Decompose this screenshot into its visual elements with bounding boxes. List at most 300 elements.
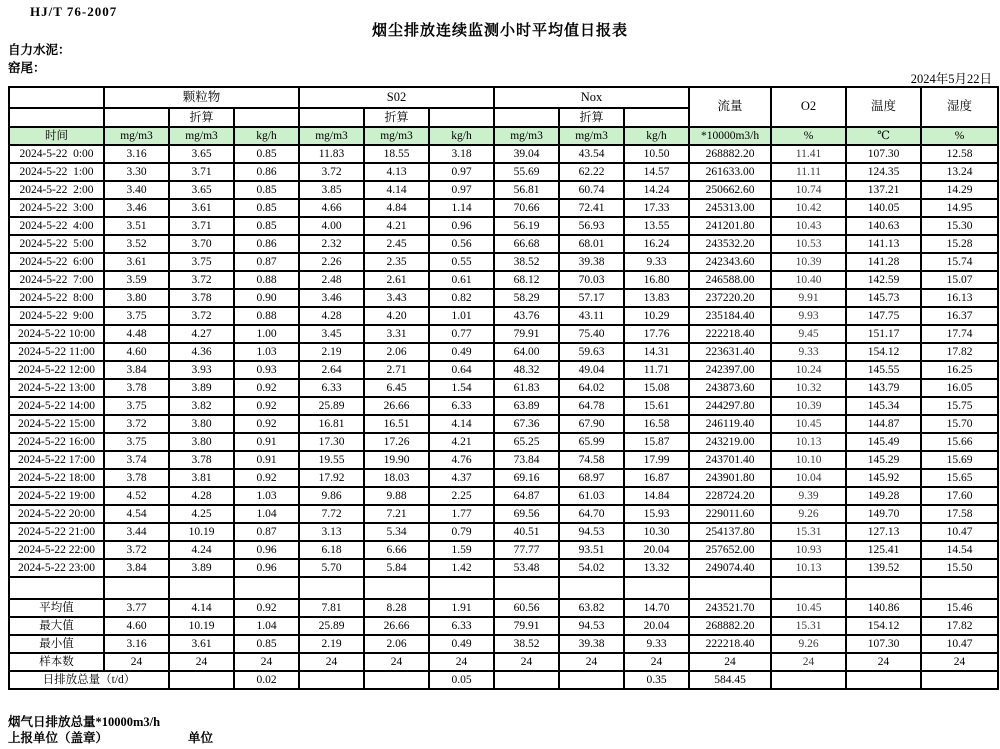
empty-cell <box>494 577 559 599</box>
summary-value-cell: 24 <box>169 653 234 671</box>
value-cell: 0.61 <box>429 271 494 289</box>
unit-cell: kg/h <box>624 127 689 145</box>
summary-value-cell: 2.06 <box>364 635 429 653</box>
value-cell: 64.02 <box>559 379 624 397</box>
col-flow: 流量 <box>689 87 771 127</box>
value-cell: 145.34 <box>846 397 921 415</box>
value-cell: 3.72 <box>169 271 234 289</box>
value-cell: 14.24 <box>624 181 689 199</box>
summary-value-cell: 107.30 <box>846 635 921 653</box>
empty-cell <box>169 577 234 599</box>
summary-value-cell: 24 <box>846 653 921 671</box>
value-cell: 17.26 <box>364 433 429 451</box>
value-cell: 13.83 <box>624 289 689 307</box>
value-cell: 70.03 <box>559 271 624 289</box>
value-cell: 1.14 <box>429 199 494 217</box>
summary-value-cell: 222218.40 <box>689 635 771 653</box>
daily-total-cell <box>299 671 364 689</box>
value-cell: 17.82 <box>921 343 998 361</box>
value-cell: 0.96 <box>234 541 299 559</box>
value-cell: 145.29 <box>846 451 921 469</box>
value-cell: 2.71 <box>364 361 429 379</box>
value-cell: 0.82 <box>429 289 494 307</box>
value-cell: 3.81 <box>169 469 234 487</box>
value-cell: 2.19 <box>299 343 364 361</box>
value-cell: 3.43 <box>364 289 429 307</box>
value-cell: 0.86 <box>234 235 299 253</box>
summary-label: 最小值 <box>9 635 104 653</box>
value-cell: 64.78 <box>559 397 624 415</box>
summary-value-cell: 24 <box>104 653 169 671</box>
value-cell: 15.66 <box>921 433 998 451</box>
summary-row <box>9 635 998 653</box>
value-cell: 10.13 <box>771 433 846 451</box>
value-cell: 154.12 <box>846 343 921 361</box>
value-cell: 66.68 <box>494 235 559 253</box>
value-cell: 0.96 <box>429 217 494 235</box>
value-cell: 3.75 <box>104 397 169 415</box>
corner-cell <box>9 87 104 108</box>
value-cell: 1.42 <box>429 559 494 577</box>
value-cell: 228724.20 <box>689 487 771 505</box>
subheader-cell <box>234 108 299 127</box>
unit-cell: mg/m3 <box>494 127 559 145</box>
value-cell: 243532.20 <box>689 235 771 253</box>
value-cell: 9.86 <box>299 487 364 505</box>
value-cell: 61.83 <box>494 379 559 397</box>
summary-value-cell: 0.49 <box>429 635 494 653</box>
summary-value-cell: 9.26 <box>771 635 846 653</box>
corner-cell-2 <box>9 108 104 127</box>
value-cell: 3.31 <box>364 325 429 343</box>
summary-value-cell: 3.61 <box>169 635 234 653</box>
value-cell: 11.11 <box>771 163 846 181</box>
value-cell: 68.01 <box>559 235 624 253</box>
value-cell: 6.45 <box>364 379 429 397</box>
value-cell: 1.00 <box>234 325 299 343</box>
value-cell: 17.92 <box>299 469 364 487</box>
subheader-cell <box>299 108 364 127</box>
summary-value-cell: 6.33 <box>429 617 494 635</box>
value-cell: 235184.40 <box>689 307 771 325</box>
daily-total-cell: 0.35 <box>624 671 689 689</box>
value-cell: 0.92 <box>234 469 299 487</box>
daily-total-cell: 0.05 <box>429 671 494 689</box>
value-cell: 0.79 <box>429 523 494 541</box>
unit-cell: % <box>771 127 846 145</box>
empty-cell <box>689 577 771 599</box>
time-cell: 2024-5-22 16:00 <box>9 433 104 451</box>
unit-cell: mg/m3 <box>559 127 624 145</box>
value-cell: 15.30 <box>921 217 998 235</box>
summary-value-cell: 15.46 <box>921 599 998 617</box>
value-cell: 3.93 <box>169 361 234 379</box>
value-cell: 64.70 <box>559 505 624 523</box>
value-cell: 15.69 <box>921 451 998 469</box>
time-cell: 2024-5-22 21:00 <box>9 523 104 541</box>
summary-value-cell: 10.19 <box>169 617 234 635</box>
value-cell: 246119.40 <box>689 415 771 433</box>
value-cell: 73.84 <box>494 451 559 469</box>
value-cell: 254137.80 <box>689 523 771 541</box>
summary-value-cell: 39.38 <box>559 635 624 653</box>
data-row <box>9 271 998 289</box>
value-cell: 3.75 <box>104 433 169 451</box>
value-cell: 243901.80 <box>689 469 771 487</box>
value-cell: 0.64 <box>429 361 494 379</box>
value-cell: 141.28 <box>846 253 921 271</box>
subheader-cell <box>429 108 494 127</box>
unit-cell: kg/h <box>234 127 299 145</box>
time-cell: 2024-5-22 6:00 <box>9 253 104 271</box>
value-cell: 229011.60 <box>689 505 771 523</box>
value-cell: 19.90 <box>364 451 429 469</box>
value-cell: 16.37 <box>921 307 998 325</box>
summary-value-cell: 7.81 <box>299 599 364 617</box>
daily-total-row <box>9 671 998 689</box>
value-cell: 3.70 <box>169 235 234 253</box>
value-cell: 257652.00 <box>689 541 771 559</box>
value-cell: 1.03 <box>234 487 299 505</box>
value-cell: 0.85 <box>234 199 299 217</box>
value-cell: 250662.60 <box>689 181 771 199</box>
value-cell: 43.54 <box>559 145 624 163</box>
value-cell: 0.91 <box>234 433 299 451</box>
value-cell: 3.61 <box>104 253 169 271</box>
value-cell: 79.91 <box>494 325 559 343</box>
value-cell: 0.87 <box>234 523 299 541</box>
value-cell: 243701.40 <box>689 451 771 469</box>
value-cell: 4.28 <box>169 487 234 505</box>
unit-label: 单位 <box>188 731 214 745</box>
subheader-cell: 折算 <box>169 108 234 127</box>
value-cell: 10.13 <box>771 559 846 577</box>
summary-value-cell: 140.86 <box>846 599 921 617</box>
data-row <box>9 181 998 199</box>
data-row <box>9 559 998 577</box>
group-particulate: 颗粒物 <box>104 87 299 108</box>
value-cell: 149.28 <box>846 487 921 505</box>
value-cell: 4.54 <box>104 505 169 523</box>
data-row <box>9 289 998 307</box>
value-cell: 14.57 <box>624 163 689 181</box>
unit-cell: *10000m3/h <box>689 127 771 145</box>
summary-label: 平均值 <box>9 599 104 617</box>
value-cell: 9.45 <box>771 325 846 343</box>
value-cell: 3.45 <box>299 325 364 343</box>
data-row <box>9 451 998 469</box>
value-cell: 15.07 <box>921 271 998 289</box>
value-cell: 17.76 <box>624 325 689 343</box>
value-cell: 2.45 <box>364 235 429 253</box>
summary-value-cell: 94.53 <box>559 617 624 635</box>
summary-value-cell: 24 <box>921 653 998 671</box>
value-cell: 3.59 <box>104 271 169 289</box>
value-cell: 0.56 <box>429 235 494 253</box>
data-row <box>9 487 998 505</box>
value-cell: 0.92 <box>234 397 299 415</box>
unit-cell: ℃ <box>846 127 921 145</box>
value-cell: 4.52 <box>104 487 169 505</box>
value-cell: 149.70 <box>846 505 921 523</box>
empty-cell <box>559 577 624 599</box>
time-cell: 2024-5-22 15:00 <box>9 415 104 433</box>
value-cell: 0.85 <box>234 145 299 163</box>
value-cell: 49.04 <box>559 361 624 379</box>
summary-value-cell: 243521.70 <box>689 599 771 617</box>
value-cell: 16.13 <box>921 289 998 307</box>
value-cell: 16.81 <box>299 415 364 433</box>
value-cell: 4.25 <box>169 505 234 523</box>
value-cell: 125.41 <box>846 541 921 559</box>
value-cell: 246588.00 <box>689 271 771 289</box>
site-name: 窑尾： <box>8 61 46 75</box>
value-cell: 10.74 <box>771 181 846 199</box>
value-cell: 0.86 <box>234 163 299 181</box>
value-cell: 3.72 <box>104 541 169 559</box>
value-cell: 3.61 <box>169 199 234 217</box>
value-cell: 69.16 <box>494 469 559 487</box>
value-cell: 3.80 <box>169 415 234 433</box>
summary-value-cell: 8.28 <box>364 599 429 617</box>
time-cell: 2024-5-22 20:00 <box>9 505 104 523</box>
value-cell: 2.64 <box>299 361 364 379</box>
summary-label: 样本数 <box>9 653 104 671</box>
value-cell: 10.50 <box>624 145 689 163</box>
summary-value-cell: 154.12 <box>846 617 921 635</box>
summary-row <box>9 599 998 617</box>
value-cell: 68.97 <box>559 469 624 487</box>
value-cell: 4.37 <box>429 469 494 487</box>
time-cell: 2024-5-22 8:00 <box>9 289 104 307</box>
value-cell: 137.21 <box>846 181 921 199</box>
group-so2: S02 <box>299 87 494 108</box>
value-cell: 4.21 <box>429 433 494 451</box>
value-cell: 3.46 <box>104 199 169 217</box>
value-cell: 3.80 <box>169 433 234 451</box>
value-cell: 145.92 <box>846 469 921 487</box>
value-cell: 127.13 <box>846 523 921 541</box>
value-cell: 143.79 <box>846 379 921 397</box>
value-cell: 17.60 <box>921 487 998 505</box>
data-row <box>9 307 998 325</box>
value-cell: 6.33 <box>299 379 364 397</box>
value-cell: 15.50 <box>921 559 998 577</box>
flue-gas-total-label: 烟气日排放总量*10000m3/h <box>8 715 161 729</box>
value-cell: 241201.80 <box>689 217 771 235</box>
value-cell: 3.65 <box>169 145 234 163</box>
value-cell: 4.13 <box>364 163 429 181</box>
summary-value-cell: 3.77 <box>104 599 169 617</box>
summary-value-cell: 20.04 <box>624 617 689 635</box>
value-cell: 16.80 <box>624 271 689 289</box>
value-cell: 15.93 <box>624 505 689 523</box>
summary-value-cell: 9.33 <box>624 635 689 653</box>
data-row <box>9 217 998 235</box>
value-cell: 3.89 <box>169 559 234 577</box>
value-cell: 0.97 <box>429 181 494 199</box>
value-cell: 57.17 <box>559 289 624 307</box>
value-cell: 2.32 <box>299 235 364 253</box>
value-cell: 74.58 <box>559 451 624 469</box>
unit-cell: mg/m3 <box>364 127 429 145</box>
daily-total-cell <box>169 671 234 689</box>
time-cell: 2024-5-22 12:00 <box>9 361 104 379</box>
data-row <box>9 523 998 541</box>
subheader-cell <box>494 108 559 127</box>
value-cell: 65.25 <box>494 433 559 451</box>
spacer-row <box>9 577 998 599</box>
value-cell: 14.84 <box>624 487 689 505</box>
value-cell: 2.61 <box>364 271 429 289</box>
summary-value-cell: 24 <box>364 653 429 671</box>
unit-cell: mg/m3 <box>169 127 234 145</box>
value-cell: 9.39 <box>771 487 846 505</box>
time-cell: 2024-5-22 23:00 <box>9 559 104 577</box>
data-row <box>9 145 998 163</box>
summary-value-cell: 4.14 <box>169 599 234 617</box>
value-cell: 16.87 <box>624 469 689 487</box>
value-cell: 3.18 <box>429 145 494 163</box>
value-cell: 17.30 <box>299 433 364 451</box>
value-cell: 39.04 <box>494 145 559 163</box>
value-cell: 94.53 <box>559 523 624 541</box>
value-cell: 3.72 <box>299 163 364 181</box>
value-cell: 1.04 <box>234 505 299 523</box>
value-cell: 10.29 <box>624 307 689 325</box>
value-cell: 2.25 <box>429 487 494 505</box>
value-cell: 242343.60 <box>689 253 771 271</box>
value-cell: 15.28 <box>921 235 998 253</box>
empty-cell <box>9 577 104 599</box>
value-cell: 3.75 <box>104 307 169 325</box>
summary-value-cell: 1.91 <box>429 599 494 617</box>
summary-value-cell: 24 <box>494 653 559 671</box>
value-cell: 3.52 <box>104 235 169 253</box>
value-cell: 13.32 <box>624 559 689 577</box>
value-cell: 16.51 <box>364 415 429 433</box>
value-cell: 18.03 <box>364 469 429 487</box>
value-cell: 3.89 <box>169 379 234 397</box>
empty-cell <box>104 577 169 599</box>
daily-total-cell <box>559 671 624 689</box>
value-cell: 3.44 <box>104 523 169 541</box>
value-cell: 17.74 <box>921 325 998 343</box>
value-cell: 75.40 <box>559 325 624 343</box>
value-cell: 268882.20 <box>689 145 771 163</box>
value-cell: 0.87 <box>234 253 299 271</box>
value-cell: 61.03 <box>559 487 624 505</box>
value-cell: 3.82 <box>169 397 234 415</box>
value-cell: 0.91 <box>234 451 299 469</box>
summary-value-cell: 25.89 <box>299 617 364 635</box>
company-name: 自力水泥： <box>8 43 71 57</box>
empty-cell <box>846 577 921 599</box>
value-cell: 4.36 <box>169 343 234 361</box>
summary-value-cell: 26.66 <box>364 617 429 635</box>
value-cell: 4.24 <box>169 541 234 559</box>
time-cell: 2024-5-22 19:00 <box>9 487 104 505</box>
value-cell: 3.75 <box>169 253 234 271</box>
value-cell: 10.24 <box>771 361 846 379</box>
value-cell: 244297.80 <box>689 397 771 415</box>
value-cell: 15.74 <box>921 253 998 271</box>
value-cell: 144.87 <box>846 415 921 433</box>
value-cell: 243873.60 <box>689 379 771 397</box>
value-cell: 12.58 <box>921 145 998 163</box>
value-cell: 3.74 <box>104 451 169 469</box>
value-cell: 15.65 <box>921 469 998 487</box>
value-cell: 0.77 <box>429 325 494 343</box>
daily-total-cell <box>771 671 846 689</box>
value-cell: 4.14 <box>364 181 429 199</box>
value-cell: 17.99 <box>624 451 689 469</box>
summary-value-cell: 79.91 <box>494 617 559 635</box>
value-cell: 4.84 <box>364 199 429 217</box>
value-cell: 261633.00 <box>689 163 771 181</box>
value-cell: 56.93 <box>559 217 624 235</box>
value-cell: 0.90 <box>234 289 299 307</box>
value-cell: 4.76 <box>429 451 494 469</box>
empty-cell <box>299 577 364 599</box>
value-cell: 10.10 <box>771 451 846 469</box>
value-cell: 1.03 <box>234 343 299 361</box>
time-cell: 2024-5-22 1:00 <box>9 163 104 181</box>
value-cell: 1.59 <box>429 541 494 559</box>
value-cell: 3.40 <box>104 181 169 199</box>
value-cell: 9.88 <box>364 487 429 505</box>
daily-total-cell: 0.02 <box>234 671 299 689</box>
time-cell: 2024-5-22 18:00 <box>9 469 104 487</box>
value-cell: 3.85 <box>299 181 364 199</box>
summary-value-cell: 10.47 <box>921 635 998 653</box>
data-row <box>9 163 998 181</box>
value-cell: 3.78 <box>169 289 234 307</box>
value-cell: 14.31 <box>624 343 689 361</box>
value-cell: 54.02 <box>559 559 624 577</box>
daily-total-cell: 584.45 <box>689 671 771 689</box>
value-cell: 59.63 <box>559 343 624 361</box>
value-cell: 13.55 <box>624 217 689 235</box>
daily-total-cell <box>846 671 921 689</box>
value-cell: 10.32 <box>771 379 846 397</box>
value-cell: 142.59 <box>846 271 921 289</box>
value-cell: 0.55 <box>429 253 494 271</box>
time-cell: 2024-5-22 0:00 <box>9 145 104 163</box>
report-date: 2024年5月22日 <box>910 72 992 86</box>
value-cell: 63.89 <box>494 397 559 415</box>
unit-cell: kg/h <box>429 127 494 145</box>
value-cell: 13.24 <box>921 163 998 181</box>
summary-value-cell: 14.70 <box>624 599 689 617</box>
time-cell: 2024-5-22 4:00 <box>9 217 104 235</box>
value-cell: 77.77 <box>494 541 559 559</box>
value-cell: 141.13 <box>846 235 921 253</box>
value-cell: 10.42 <box>771 199 846 217</box>
value-cell: 5.34 <box>364 523 429 541</box>
value-cell: 16.05 <box>921 379 998 397</box>
value-cell: 64.00 <box>494 343 559 361</box>
value-cell: 14.54 <box>921 541 998 559</box>
value-cell: 17.58 <box>921 505 998 523</box>
data-row <box>9 505 998 523</box>
footer <box>8 714 992 747</box>
value-cell: 15.70 <box>921 415 998 433</box>
value-cell: 72.41 <box>559 199 624 217</box>
value-cell: 67.90 <box>559 415 624 433</box>
value-cell: 48.32 <box>494 361 559 379</box>
value-cell: 10.45 <box>771 415 846 433</box>
